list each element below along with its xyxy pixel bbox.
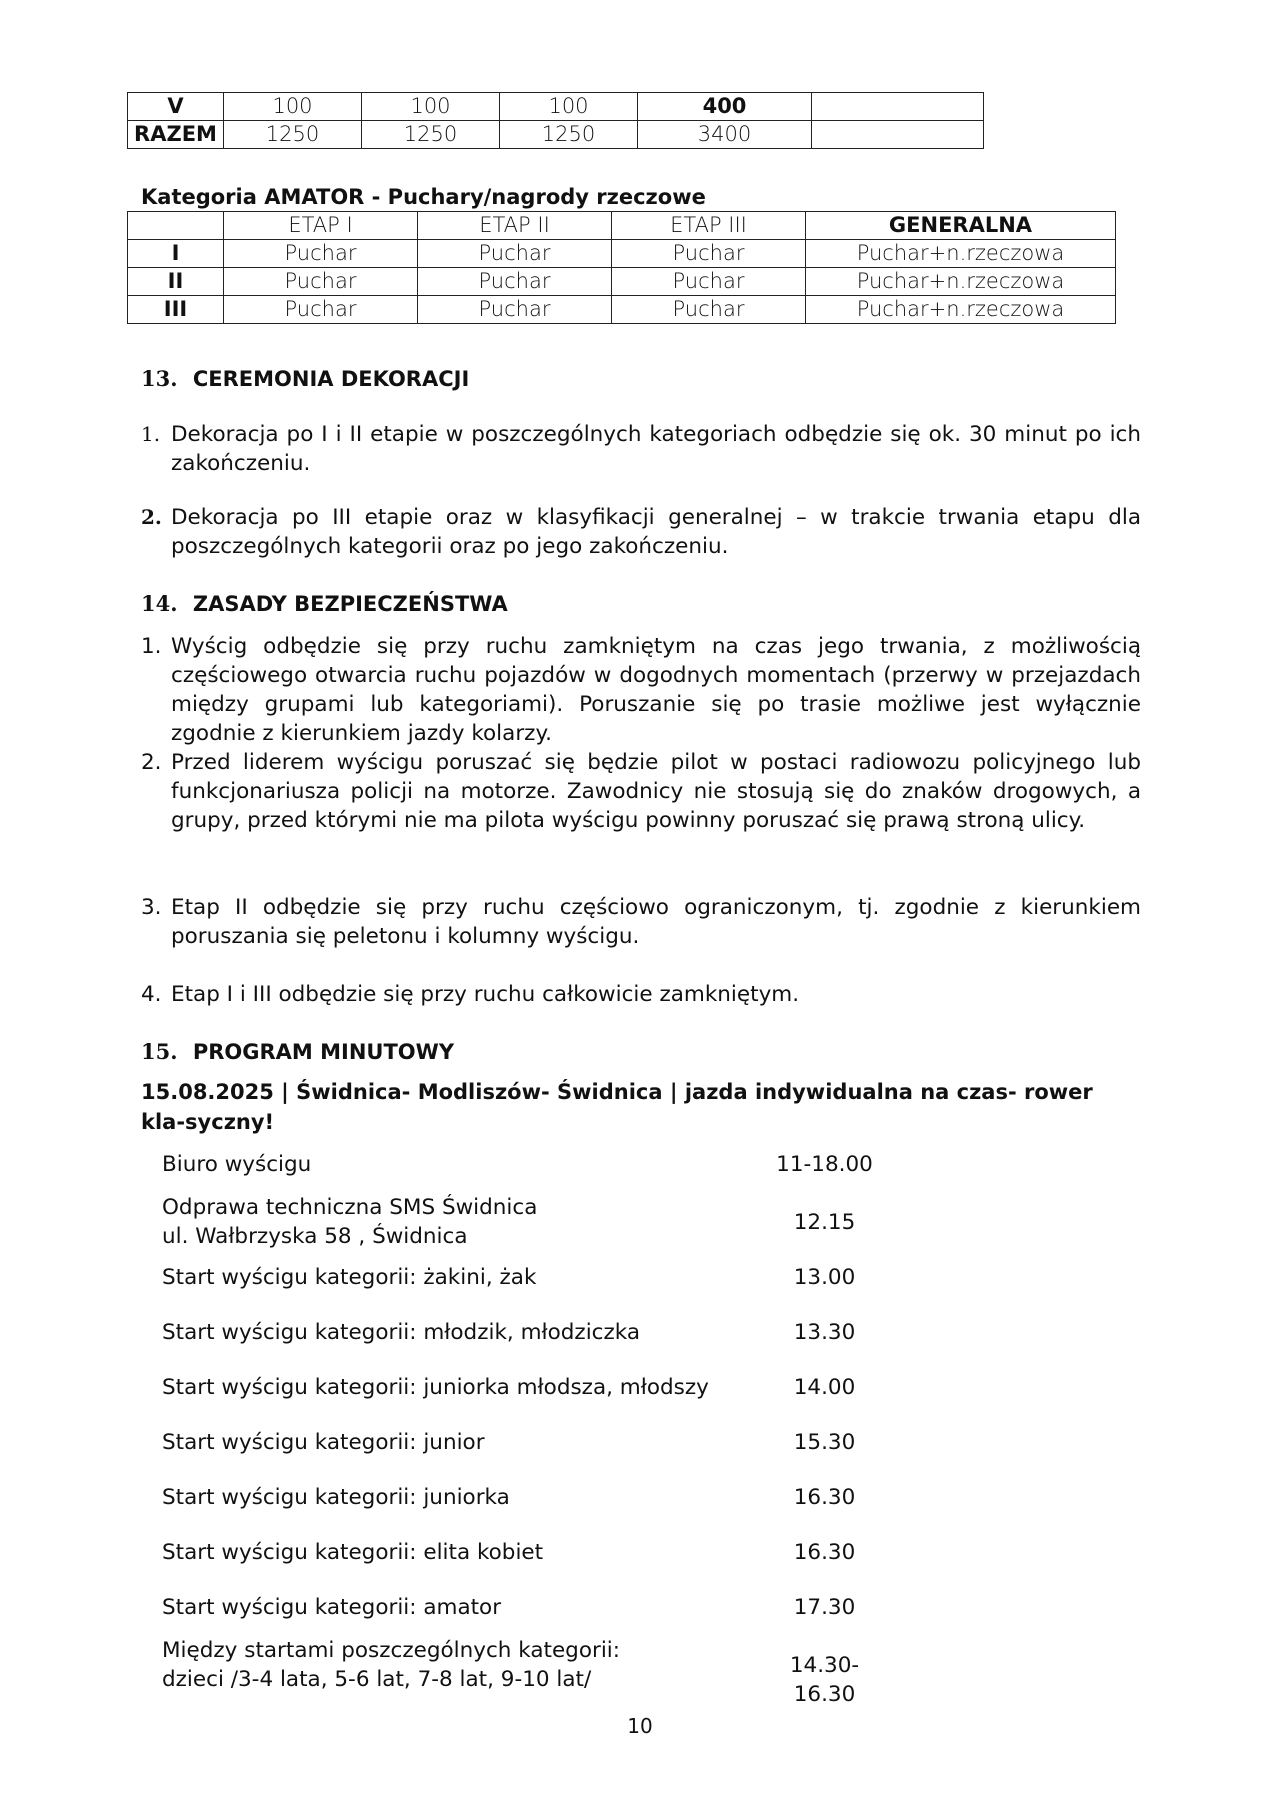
- schedule-label: Start wyścigu kategorii: junior: [162, 1430, 485, 1455]
- schedule-time: 17.30: [793, 1595, 856, 1620]
- schedule-label: Start wyścigu kategorii: elita kobiet: [162, 1540, 544, 1565]
- table-row: [128, 296, 1116, 324]
- schedule-label: Start wyścigu kategorii: juniorka: [162, 1485, 510, 1510]
- amator-table-caption: Kategoria AMATOR - Puchary/nagrody rzeczowe: [141, 185, 706, 209]
- table-cell: 100: [224, 93, 362, 121]
- list-number: 1.: [141, 422, 161, 446]
- schedule-time: 14.00: [793, 1375, 856, 1400]
- list-number: 4.: [141, 982, 162, 1007]
- schedule-label-block: [162, 1636, 762, 1694]
- section-title: PROGRAM MINUTOWY: [192, 1040, 455, 1064]
- table-header-cell: [128, 212, 224, 240]
- schedule-label: Start wyścigu kategorii: młodzik, młodziczka: [162, 1320, 641, 1345]
- table-cell: Puchar: [612, 296, 806, 324]
- section-15-heading: [141, 1039, 454, 1064]
- schedule-label: Biuro wyścigu: [162, 1152, 312, 1177]
- schedule-label: Start wyścigu kategorii: żakini, żak: [162, 1265, 537, 1290]
- table-header-cell: GENERALNA: [806, 212, 1116, 240]
- table-cell: Puchar: [224, 296, 418, 324]
- list-text: Dekoracja po III etapie oraz w klasyfikacji generalnej – w trakcie trwania etapu dla poszczególnych kategorii oraz po jego zakończeniu.: [171, 505, 1141, 559]
- list-item: [141, 503, 1141, 561]
- section-title: ZASADY BEZPIECZEŃSTWA: [192, 592, 508, 616]
- table-cell: Puchar: [612, 268, 806, 296]
- table-cell: Puchar: [418, 268, 612, 296]
- table-cell: RAZEM: [128, 121, 224, 149]
- table-cell: [812, 93, 984, 121]
- list-text: Wyścig odbędzie się przy ruchu zamkniętym na czas jego trwania, z możliwością częściowego otwarcia ruchu pojazdów w dogodnych momentach (przerwy w przejazdach między grupami lub kategoriami). Poruszanie się po trasie możliwe jest wyłącznie zgodnie z kierunkiem jazdy kolarzy.: [171, 634, 1141, 746]
- table-row: [128, 93, 984, 121]
- table-cell: 1250: [224, 121, 362, 149]
- list-text: Przed liderem wyścigu poruszać się będzie pilot w postaci radiowozu policyjnego lub funkcjonariusza policji na motorze. Zawodnicy nie stosują się do znaków drogowych, a grupy, przed którymi nie ma pilota wyścigu powinny poruszać się prawą stroną ulicy.: [171, 750, 1141, 833]
- schedule-label: Start wyścigu kategorii: amator: [162, 1595, 502, 1620]
- schedule-time: 16.30: [793, 1485, 856, 1510]
- table-cell: 100: [500, 93, 638, 121]
- list-item: [141, 748, 1141, 835]
- program-subheading: 15.08.2025 | Świdnica- Modliszów- Świdnica | jazda indywidualna na czas- rower kla-syczny!: [141, 1080, 1093, 1134]
- list-number: 1.: [141, 634, 162, 659]
- table-header-row: [128, 212, 1116, 240]
- list-text: Dekoracja po I i II etapie w poszczególnych kategoriach odbędzie się ok. 30 minut po ich zakończeniu.: [171, 422, 1141, 476]
- schedule-label-line2: dzieci /3-4 lata, 5-6 lat, 7-8 lat, 9-10 lat/: [162, 1667, 592, 1692]
- schedule-time: 11-18.00: [776, 1152, 873, 1177]
- table-cell: Puchar+n.rzeczowa: [806, 268, 1116, 296]
- schedule-label-line2: ul. Wałbrzyska 58 , Świdnica: [162, 1224, 468, 1249]
- list-text: Etap II odbędzie się przy ruchu częściowo ograniczonym, tj. zgodnie z kierunkiem poruszania się peletonu i kolumny wyścigu.: [171, 895, 1141, 949]
- list-number: 3.: [141, 895, 162, 920]
- page-number: 10: [627, 1714, 653, 1738]
- section-number: 13.: [141, 366, 178, 391]
- schedule-time: 13.00: [793, 1265, 856, 1290]
- list-item: [141, 420, 1141, 478]
- table-cell: Puchar: [418, 240, 612, 268]
- table-cell: Puchar: [224, 268, 418, 296]
- table-cell: 1250: [500, 121, 638, 149]
- section-number: 15.: [141, 1039, 178, 1064]
- list-number: 2.: [141, 750, 162, 775]
- schedule-label: Odprawa techniczna SMS Świdnica: [162, 1195, 538, 1220]
- section-number: 14.: [141, 591, 178, 616]
- table-header-cell: ETAP I: [224, 212, 418, 240]
- table-cell: Puchar+n.rzeczowa: [806, 240, 1116, 268]
- schedule-time: 15.30: [793, 1430, 856, 1455]
- schedule-time: 13.30: [793, 1320, 856, 1345]
- table-cell: V: [128, 93, 224, 121]
- table-cell: 100: [362, 93, 500, 121]
- section-14-heading: [141, 591, 508, 616]
- list-item: [141, 632, 1141, 748]
- schedule-time: 16.30: [793, 1540, 856, 1565]
- table-header-cell: ETAP III: [612, 212, 806, 240]
- table-cell: 400: [638, 93, 812, 121]
- table-cell: I: [128, 240, 224, 268]
- amator-prizes-table: [127, 211, 1116, 324]
- list-text: Etap I i III odbędzie się przy ruchu całkowicie zamkniętym.: [171, 982, 800, 1007]
- table-header-cell: ETAP II: [418, 212, 612, 240]
- table-cell: Puchar: [224, 240, 418, 268]
- table-cell: III: [128, 296, 224, 324]
- table-cell: 3400: [638, 121, 812, 149]
- table-row: [128, 268, 1116, 296]
- list-item: [141, 980, 1141, 1009]
- schedule-label: Start wyścigu kategorii: juniorka młodsza, młodszy: [162, 1375, 709, 1400]
- section-title: CEREMONIA DEKORACJI: [192, 367, 470, 391]
- table-row: [128, 121, 984, 149]
- table-cell: Puchar: [418, 296, 612, 324]
- table-cell: Puchar+n.rzeczowa: [806, 296, 1116, 324]
- table-cell: II: [128, 268, 224, 296]
- schedule-label: Między startami poszczególnych kategorii:: [162, 1638, 621, 1663]
- table-cell: [812, 121, 984, 149]
- table-row: [128, 240, 1116, 268]
- top-points-table: [127, 92, 984, 149]
- section-13-heading: [141, 366, 469, 391]
- list-item: [141, 893, 1141, 951]
- list-number: 2.: [141, 505, 162, 529]
- schedule-label-block: [162, 1193, 762, 1251]
- schedule-time: 14.30-16.30: [789, 1653, 860, 1707]
- schedule-time: 12.15: [793, 1210, 856, 1235]
- table-cell: Puchar: [612, 240, 806, 268]
- table-cell: 1250: [362, 121, 500, 149]
